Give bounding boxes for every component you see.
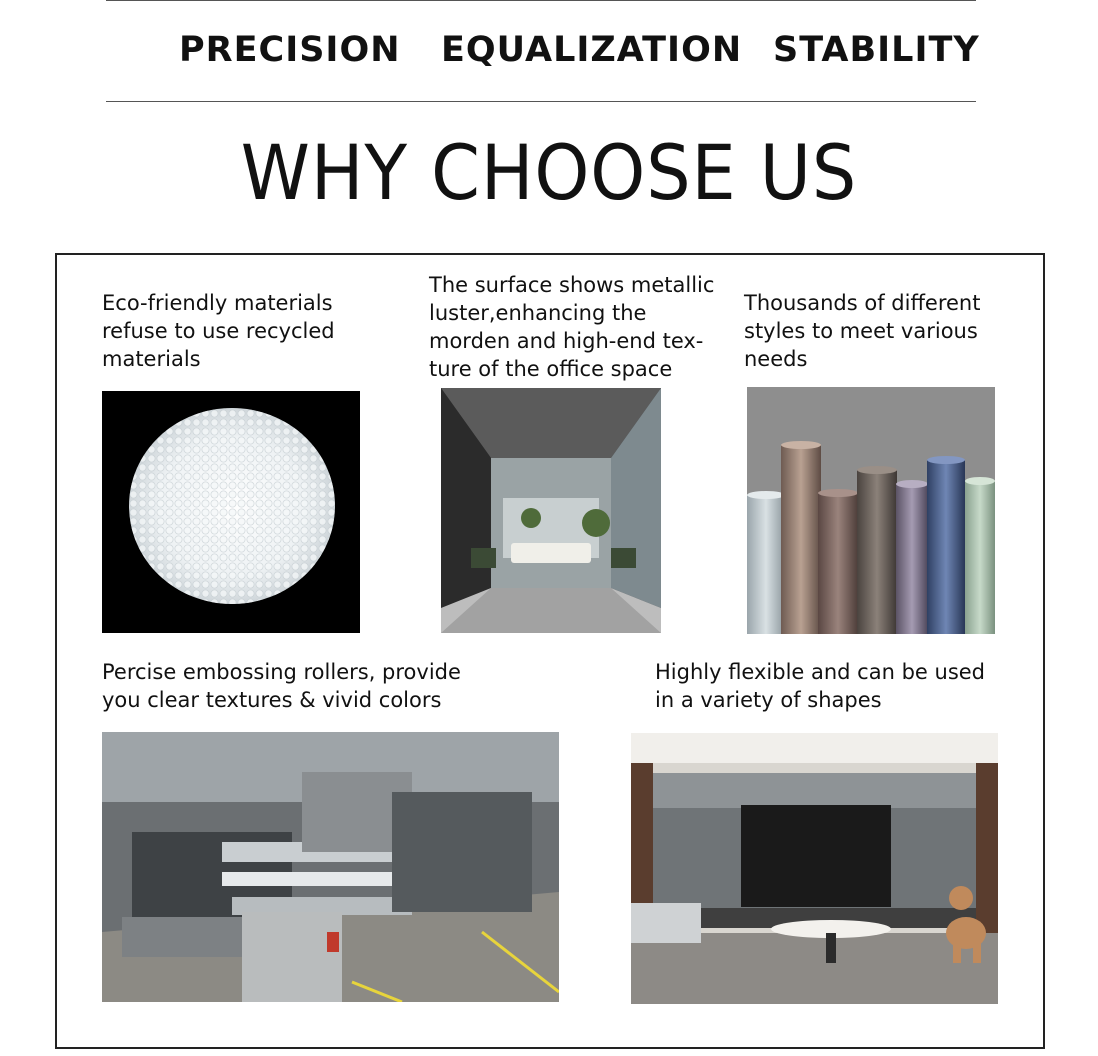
feature-caption-styles bbox=[744, 289, 980, 373]
living-room-svg bbox=[631, 733, 998, 1004]
caption-line: you clear textures & vivid colors bbox=[102, 688, 442, 712]
caption-line: Thousands of different bbox=[744, 291, 981, 315]
office-image bbox=[441, 388, 661, 633]
caption-line: ture of the office space bbox=[429, 357, 673, 381]
rolls-svg bbox=[747, 387, 995, 634]
tag-precision: PRECISION bbox=[179, 30, 401, 70]
living-room-image bbox=[631, 733, 998, 1004]
feature-caption-metallic bbox=[429, 271, 714, 383]
caption-line: luster,enhancing the bbox=[429, 301, 647, 325]
pellets-svg bbox=[102, 391, 360, 633]
tag-equalization: EQUALIZATION bbox=[441, 30, 743, 70]
factory-image bbox=[102, 732, 559, 1002]
caption-line: needs bbox=[744, 347, 808, 371]
feature-caption-flexible bbox=[655, 658, 985, 714]
feature-caption-rollers bbox=[102, 658, 461, 714]
office-svg bbox=[441, 388, 661, 633]
caption-line: Eco-friendly materials bbox=[102, 291, 333, 315]
feature-caption-eco bbox=[102, 289, 335, 373]
bottom-rule bbox=[106, 101, 976, 102]
caption-line: refuse to use recycled bbox=[102, 319, 335, 343]
rolls-image bbox=[747, 387, 995, 634]
caption-line: materials bbox=[102, 347, 201, 371]
caption-line: in a variety of shapes bbox=[655, 688, 882, 712]
factory-svg bbox=[102, 732, 559, 1002]
caption-line: Highly flexible and can be used bbox=[655, 660, 986, 684]
caption-line: Percise embossing rollers, provide bbox=[102, 660, 461, 684]
pellets-image bbox=[102, 391, 360, 633]
page-title: WHY CHOOSE US bbox=[240, 128, 858, 217]
caption-line: The surface shows metallic bbox=[429, 273, 715, 297]
tag-stability: STABILITY bbox=[773, 30, 980, 70]
top-rule bbox=[106, 0, 976, 1]
caption-line: styles to meet various bbox=[744, 319, 978, 343]
caption-line: morden and high-end tex- bbox=[429, 329, 704, 353]
